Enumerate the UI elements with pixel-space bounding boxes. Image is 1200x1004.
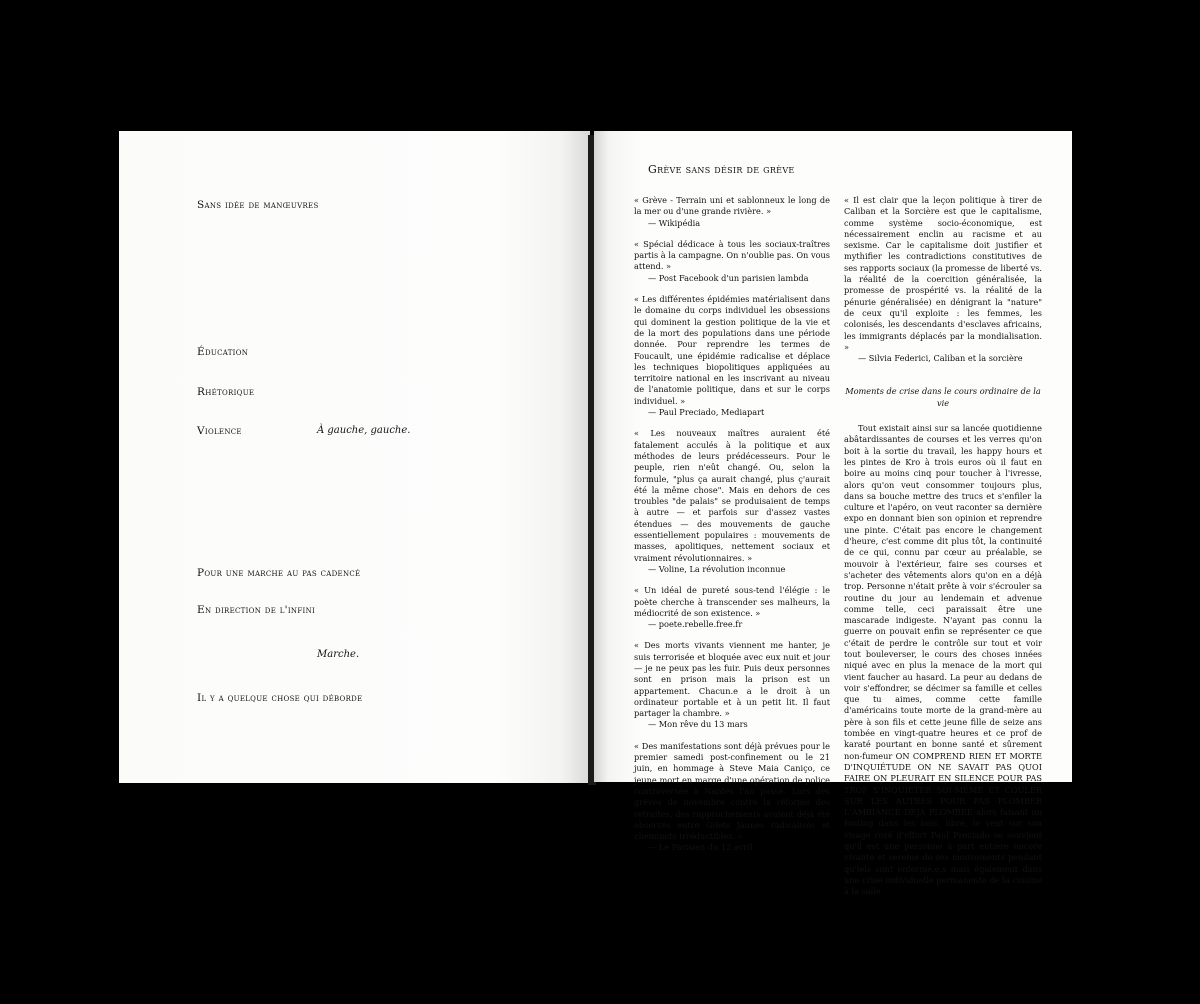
body-text: Tout existait ainsi sur sa lancée quotidienne abâtardissantes de courses et les verres qu'on boit à la sortie du travail, les happy hours et les pintes de Kro à trois euros où il faut en boire au moins cinq pour toucher à l'ivresse, alors qu'on veut consommer toujours plus, dans sa bouche mettre des trucs et s'enfiler la culture et l'apéro, on veut raconter sa dernière expo en donnant bien son opinion et reprendre une pinte. C'était pas encore le changement d'heure, c'est comme dit plus tôt, la continuité de ce qui, connu par cœur au préalable, se mouvoir à l'extérieur, faire ses courses et s'acheter des vêtements alors qu'on en a déjà trop. Personne n'était prête à voir s'écrouler sa routine du jour au lendemain et advenue comme telle, ceci paraissait être une mascarade indigeste. N'ayant pas connu la guerre on pouvait enfin se représenter ce que c'était de perdre le contrôle sur tout et voir tout bouleverser, le cours des choses innées niqué avec en plus la menace de la mort qui vient faucher au hasard. La peur au dedans de voir s'effondrer, se décimer sa famille et celles que tu aimes, comme cette famille d'américains toute morte de la grand-mère au père à son fils et cette jeune fille de seize ans tombée en vingt-quatre heures et ce prof de karaté pourtant en bonne santé et sûrement non-fumeur <box>844 423 1042 761</box>
right-page <box>594 131 1072 897</box>
quote-source: — Paul Preciado, Mediapart <box>648 407 765 418</box>
quote-block <box>634 239 830 284</box>
text-column <box>844 195 1042 898</box>
quote-text: « Un idéal de pureté sous-tend l'élégie : le poète cherche à transcender ses malheurs, la médiocrité de son existence. » <box>634 585 830 618</box>
body-text-continued: alors faisant un footing dans les bois, libre, le vent sur son visage rosé d'effort Paul Preciado se souvient qu'il est une personne à part entière encore vivante et sereine de ses mouvements pendant qu'iels sont enfermé.e.s mais également dans une crise individuelle permanente de la cuisine à la salle <box>844 807 1042 897</box>
item-rhetorique: Rhétorique <box>197 386 255 398</box>
right-page-title: Grève sans désir de grève <box>648 163 795 176</box>
left-page <box>119 131 590 783</box>
marche-word: Marche. <box>317 649 360 660</box>
quote-block <box>634 428 830 575</box>
quote-block <box>634 640 830 730</box>
federici-quote <box>844 195 1042 364</box>
quote-text: « Les nouveaux maîtres auraient été fatalement acculés à la politique et aux méthodes de leurs prédécesseurs. Pour le peuple, rien n'eût changé. Ou, selon la formule, "plus ça aurait changé, plus ç'aurait été la même chose". Mais en dehors de ces troubles "de palais" se produisaient de temps à autre — et parfois sur d'assez vastes étendues — des mouvements de gauche essentiellement populaires : mouvements de masses, apolitiques, nettement sociaux et vraiment révolutionnaires. » <box>634 428 830 563</box>
quote-source: — Silvia Federici, Caliban et la sorcière <box>858 353 1023 364</box>
item-violence: Violence <box>197 425 242 437</box>
quote-text: « Grève - Terrain uni et sablonneux le long de la mer ou d'une grande rivière. » <box>634 195 830 217</box>
violence-note: À gauche, gauche. <box>317 425 411 436</box>
overflow-line: Il y a quelque chose qui déborde <box>197 692 363 704</box>
quote-source: — Mon rêve du 13 mars <box>648 719 748 730</box>
quote-source: — Post Facebook d'un parisien lambda <box>648 272 809 283</box>
quote-block <box>634 195 830 229</box>
quote-text: « Les différentes épidémies matérialisent dans le domaine du corps individuel les obsessions qui dominent la gestion politique de la vie et de la mort des populations dans une période donnée. Pour reprendre les termes de Foucault, une épidémie radicalise et déplace les techniques biopolitiques appliquées au territoire national en les inscrivant au niveau de l'anatomie politique, dans et sur le corps individuel. » <box>634 294 830 406</box>
quote-text: « Spécial dédicace à tous les sociaux-traîtres partis à la campagne. On n'oublie pas. On vous attend. » <box>634 238 830 272</box>
item-education: Éducation <box>197 346 249 358</box>
quote-source: — Wikipédia <box>648 217 701 228</box>
left-page-title: Sans idée de manœuvres <box>197 199 319 211</box>
quote-block <box>634 741 830 854</box>
quote-source: — poete.rebelle.free.fr <box>648 619 743 630</box>
caps-text: ON COMPREND RIEN ET MORTE D'INQUIÉTUDE ON NE SAVAIT PAS QUOI FAIRE ON PLEURAIT EN SILENCE POUR PAS TROP S'INQUIÉTER SOI-MÊME ET COULER SUR LES AUTRES POUR PAS PLOMBER L'AMBIANCE DÉJÀ PLOMBÉE <box>844 750 1043 818</box>
quote-text: « Des manifestations sont déjà prévues pour le premier samedi post-confinement ou le 21 juin, en hommage à Steve Maia Caniço, ce jeune mort en marge d'une opération de police controversée à Nantes l'an passé. Lors des grèves de novembre contre la réforme des retraites, des rapprochements avaient déjà été observés entre Gilets Jaunes radicalisés et cheminots irréductibles. » <box>634 740 830 842</box>
quote-text: « Des morts vivants viennent me hanter, je suis terrorisée et bloquée avec eux nuit et jour — je ne peux pas les fuir. Puis deux personnes sont en prison mais la prison est un appartement. Chacun.e a le droit à un ordinateur portable et à un petit lit. Il faut partager la chambre. » <box>634 640 830 719</box>
quote-text: « Il est clair que la leçon politique à tirer de Caliban et la Sorcière est que le capitalisme, comme système socio-économique, est nécessairement enclin au racisme et au sexisme. Car le capitalisme doit justifier et mythifier les contradictions constitutives de ses rapports sociaux (la promesse de liberté vs. la réalité de la coercition généralisée, la promesse de prospérité vs. la réalité de la pénurie généralisée) en dénigrant la "nature" de ceux qu'il exploite : les femmes, les colonisés, les descendants d'esclaves africains, les immigrants déplacés par la mondialisation. » <box>844 195 1042 352</box>
quote-block <box>634 294 830 418</box>
march-line: Pour une marche au pas cadencé <box>197 567 361 579</box>
quote-block <box>634 585 830 630</box>
body-paragraph <box>844 423 1042 897</box>
quotes-column <box>634 195 830 864</box>
quote-source: — Voline, La révolution inconnue <box>648 563 786 574</box>
section-title: Moments de crise dans le cours ordinaire de la vie <box>845 386 1041 408</box>
quote-source: — Le Parisien du 12 avril <box>648 842 753 853</box>
infinite-line: En direction de l'infini <box>197 604 316 616</box>
